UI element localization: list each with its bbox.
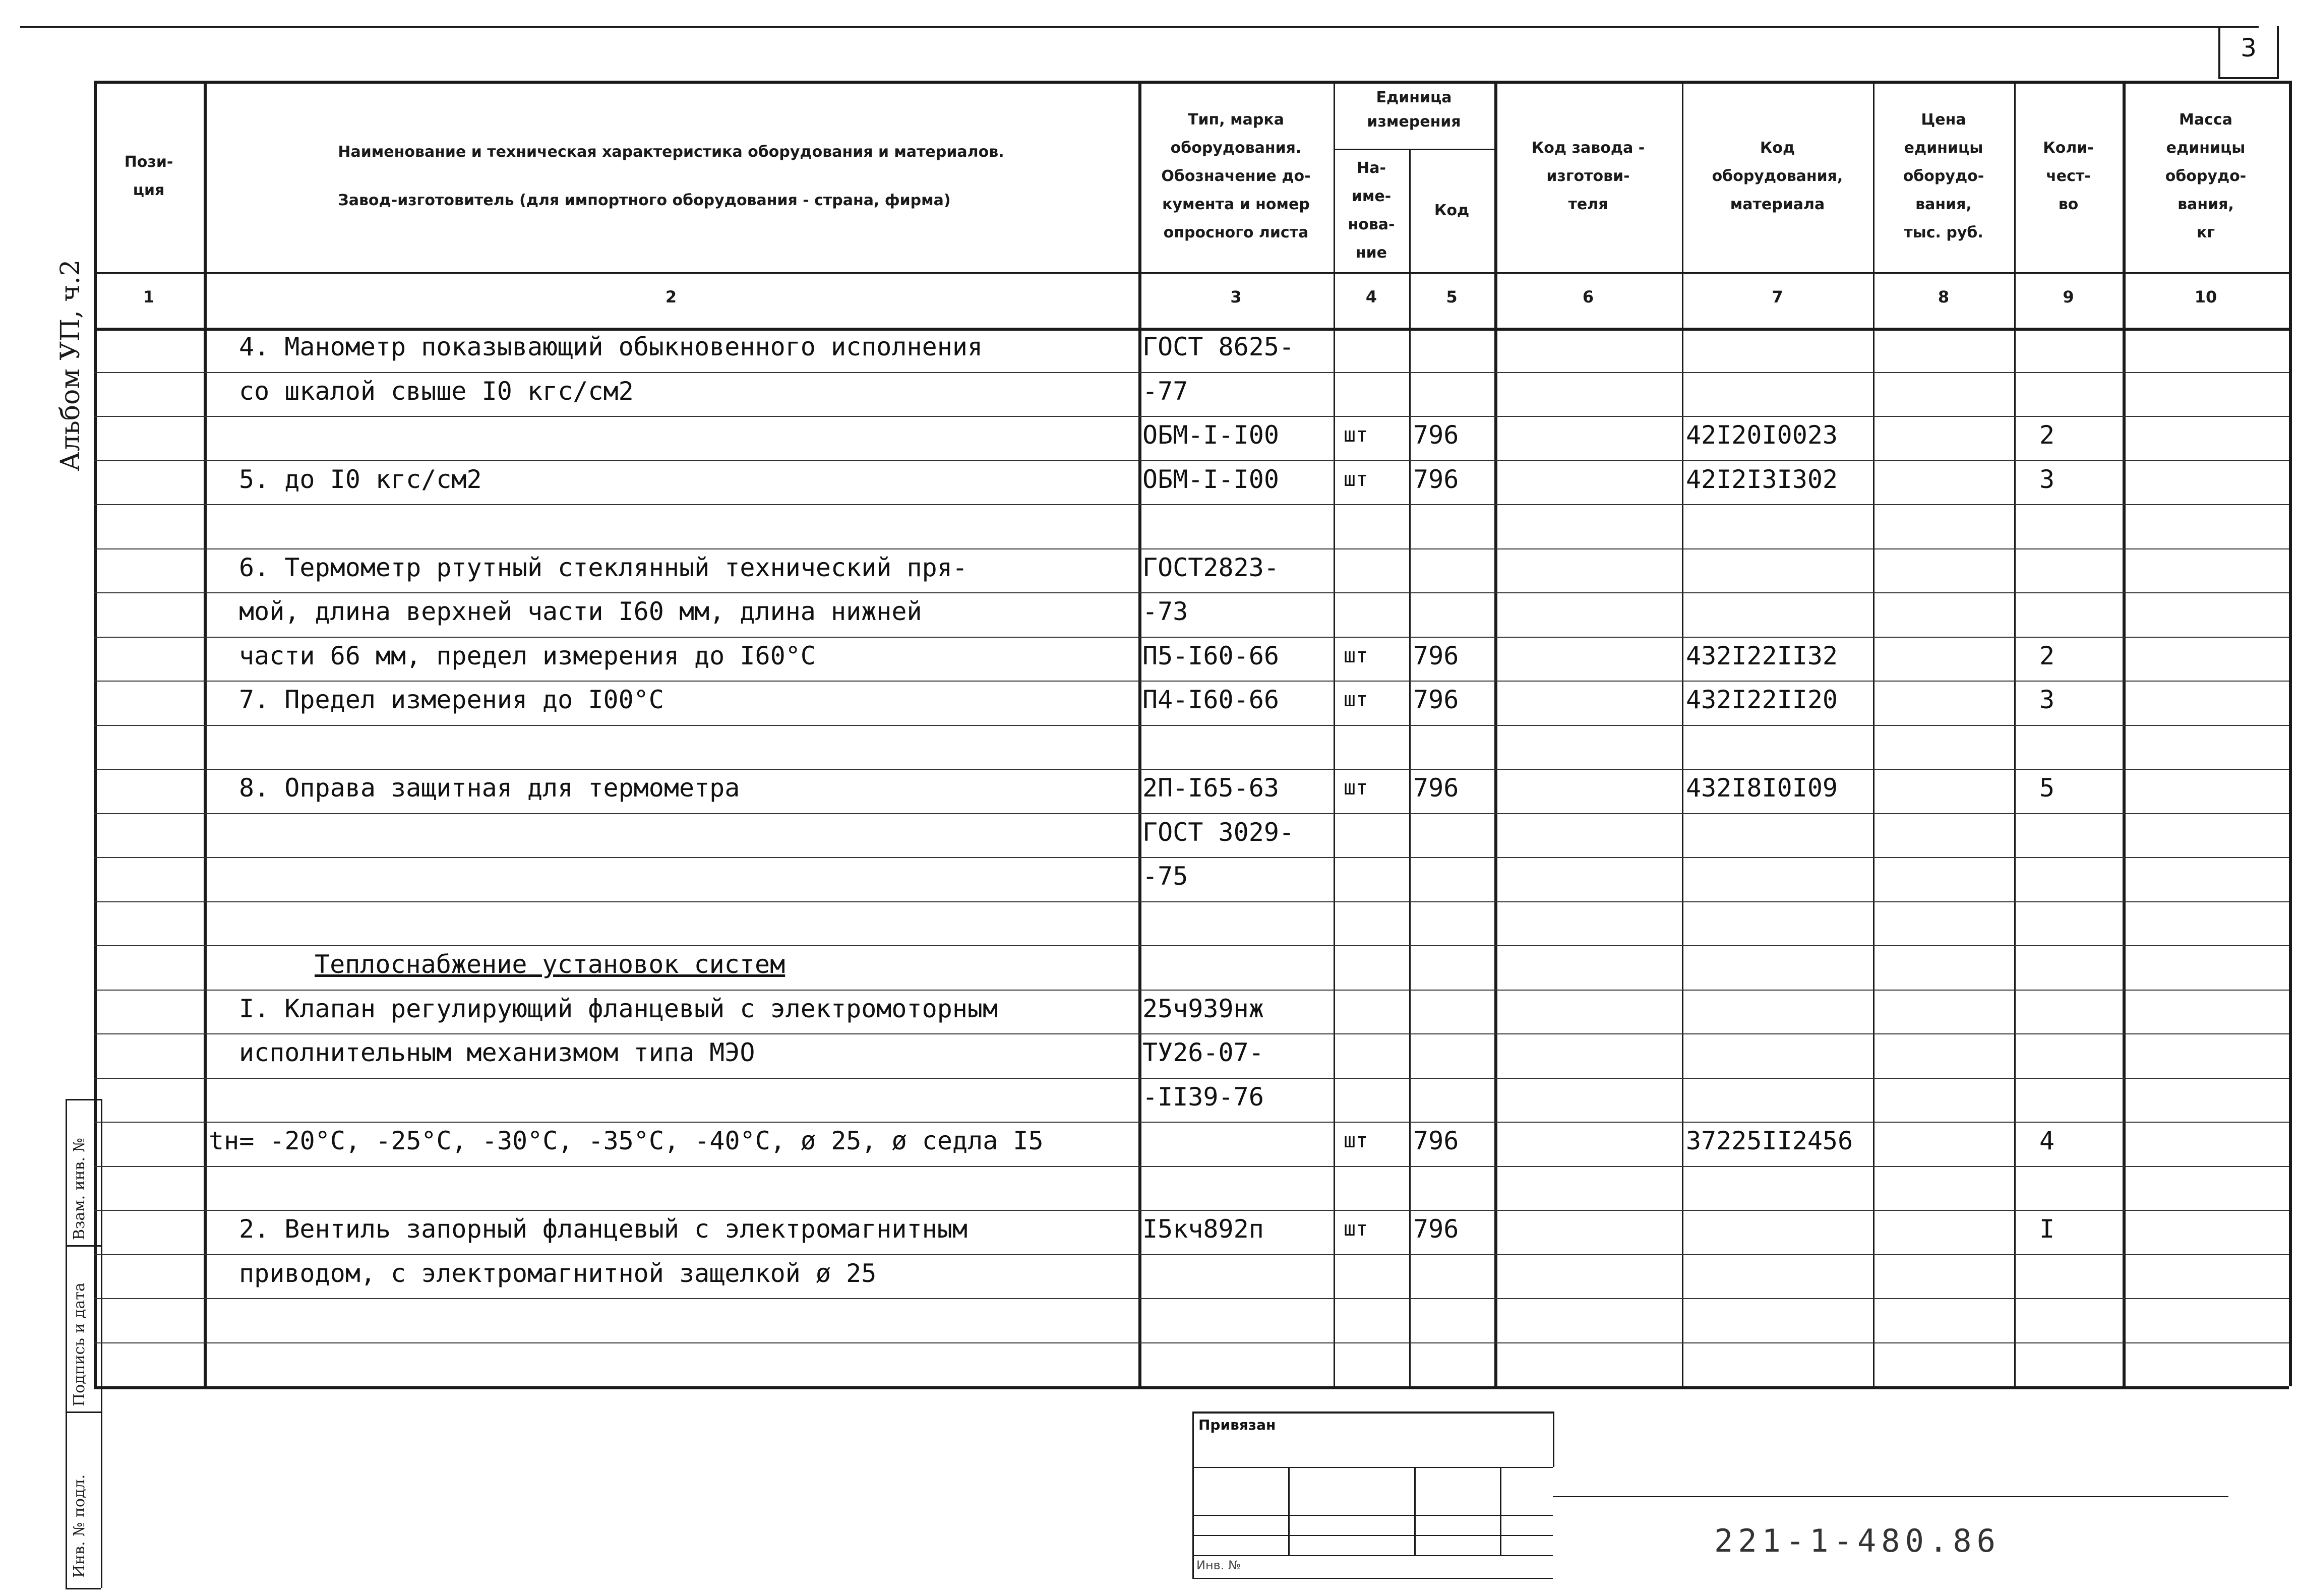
table-row-rule	[94, 1166, 2289, 1167]
item-equipment-code: 432I8I0I09	[1686, 773, 1838, 803]
item-unit-code: 796	[1413, 1214, 1459, 1244]
album-label: Альбом УП, ч.2	[55, 259, 86, 471]
item-type: ОБМ-I-I00	[1142, 464, 1279, 494]
stamp-privyazan: Привязан	[1198, 1417, 1276, 1433]
table-row-rule	[94, 769, 2289, 770]
table-row-rule	[94, 681, 2289, 682]
item-name: 8. Оправа защитная для термометра	[239, 773, 740, 803]
column-header-text: Тип, марка оборудования. Обозначение до- кумента и номер опросного листа	[1161, 111, 1311, 241]
table-column-rule	[2123, 81, 2126, 1386]
item-unit-code: 796	[1413, 1126, 1459, 1155]
table-column-rule	[1334, 81, 1335, 1386]
margin-rule	[66, 1588, 101, 1589]
item-equipment-code: 432I22II32	[1686, 641, 1838, 670]
table-row-rule	[94, 416, 2289, 417]
margin-label-inv-replace: Взам. инв. №	[71, 1137, 88, 1240]
item-unit: шт	[1344, 688, 1368, 711]
item-unit-code: 796	[1413, 773, 1459, 803]
item-quantity: 3	[2039, 464, 2055, 494]
sheet-number: 3	[2241, 33, 2257, 63]
table-row-rule	[94, 813, 2289, 814]
item-type: ТУ26-07-	[1142, 1038, 1264, 1067]
table-column-rule	[2014, 81, 2016, 1386]
item-quantity: I	[2039, 1214, 2055, 1244]
column-number-8: 8	[1938, 287, 1950, 306]
table-row-rule	[94, 372, 2289, 373]
item-type: I5кч892п	[1142, 1214, 1264, 1244]
column-header-8	[1873, 81, 2014, 272]
item-name: 5. до I0 кгс/см2	[239, 464, 482, 494]
item-type: 2П-I65-63	[1142, 773, 1279, 803]
item-name: приводом, с электромагнитной защелкой ø 25	[239, 1258, 877, 1288]
item-unit: шт	[1344, 1217, 1368, 1241]
table-column-rule	[1873, 81, 1874, 1386]
item-unit: шт	[1344, 1129, 1368, 1152]
item-name: Теплоснабжение установок систем	[315, 950, 785, 979]
unit-group-header: Единица измерения	[1367, 89, 1461, 131]
column-number-6: 6	[1582, 287, 1594, 306]
column-header-5	[1409, 149, 1494, 272]
item-unit-code: 796	[1413, 641, 1459, 670]
column-header-3	[1138, 81, 1334, 272]
table-row-rule	[94, 504, 2289, 505]
column-header-6	[1494, 81, 1682, 272]
table-row-rule	[94, 725, 2289, 726]
column-header-1	[94, 81, 204, 272]
column-header-text: Код завода - изготови- теля	[1531, 139, 1645, 213]
item-name: исполнительным механизмом типа МЭО	[239, 1038, 755, 1067]
stamp-rule	[1192, 1467, 1553, 1468]
item-equipment-code: 42I2I3I302	[1686, 464, 1838, 494]
column-header-text: Наименование и техническая характеристика оборудования и материалов. Завод-изготовитель (для импортного оборудования - страна, фирма)	[338, 143, 1004, 209]
item-name: со шкалой свыше I0 кгс/см2	[239, 376, 634, 406]
column-header-text: На- име- нова- ние	[1348, 159, 1395, 262]
item-quantity: 2	[2039, 420, 2055, 450]
stamp-rule	[1192, 1515, 1553, 1516]
column-header-text: Пози- ция	[124, 153, 173, 199]
item-type: ГОСТ2823-	[1142, 553, 1279, 582]
stamp-rule	[1500, 1467, 1501, 1555]
table-row-rule	[94, 1254, 2289, 1255]
table-row-rule	[94, 592, 2289, 593]
item-type: ГОСТ 3029-	[1142, 817, 1295, 847]
item-equipment-code: 432I22II20	[1686, 685, 1838, 714]
item-name: части 66 мм, предел измерения до I60°С	[239, 641, 816, 670]
item-unit: шт	[1344, 776, 1368, 800]
item-type: -75	[1142, 862, 1188, 891]
item-equipment-code: 37225II2456	[1686, 1126, 1853, 1155]
item-quantity: 3	[2039, 685, 2055, 714]
item-equipment-code: 42I20I0023	[1686, 420, 1838, 450]
table-column-rule	[1494, 81, 1497, 1386]
stamp-rule	[1192, 1535, 1553, 1536]
stamp-rule	[1288, 1467, 1290, 1555]
table-row-rule	[94, 1298, 2289, 1299]
column-header-text: Масса единицы оборудо- вания, кг	[2165, 111, 2247, 241]
stamp-rule	[1414, 1467, 1416, 1555]
table-column-rule	[2289, 81, 2292, 1386]
column-header-2	[204, 81, 1138, 272]
column-header-text: Коли- чест- во	[2043, 139, 2094, 213]
table-rule	[94, 1386, 2289, 1389]
item-name: мой, длина верхней части I60 мм, длина нижней	[239, 597, 922, 626]
item-name: 7. Предел измерения до I00°С	[239, 685, 664, 714]
table-row-rule	[94, 945, 2289, 946]
table-row-rule	[94, 857, 2289, 858]
item-unit-code: 796	[1413, 420, 1459, 450]
column-number-7: 7	[1772, 287, 1783, 306]
margin-rule	[66, 1099, 67, 1588]
item-name: 4. Манометр показывающий обыкновенного исполнения	[239, 332, 983, 361]
item-quantity: 4	[2039, 1126, 2055, 1155]
item-type: 25ч939нж	[1142, 994, 1264, 1023]
margin-rule	[101, 1099, 102, 1588]
table-column-rule	[1409, 149, 1411, 1386]
table-row-rule	[94, 1033, 2289, 1034]
document-code: 221-1-480.86	[1714, 1522, 2001, 1559]
margin-rule	[66, 1411, 101, 1413]
item-type: -77	[1142, 376, 1188, 406]
stamp-rule	[1553, 1411, 1554, 1467]
column-number-10: 10	[2194, 287, 2217, 306]
stamp-rule	[1553, 1496, 2228, 1497]
item-type: ГОСТ 8625-	[1142, 332, 1295, 361]
column-header-4	[1334, 149, 1409, 272]
column-header-9	[2014, 81, 2123, 272]
table-rule	[94, 272, 2289, 274]
item-type: П4-I60-66	[1142, 685, 1279, 714]
column-header-7	[1682, 81, 1873, 272]
item-type: ОБМ-I-I00	[1142, 420, 1279, 450]
item-unit: шт	[1344, 423, 1368, 447]
margin-label-inv-original: Инв. № подл.	[71, 1474, 88, 1578]
column-header-text: Код	[1434, 201, 1470, 219]
item-quantity: 2	[2039, 641, 2055, 670]
table-column-rule	[204, 81, 207, 1386]
table-row-rule	[94, 1210, 2289, 1211]
item-quantity: 5	[2039, 773, 2055, 803]
column-header-10	[2123, 81, 2289, 272]
stamp-rule	[1192, 1578, 1553, 1579]
stamp-inv-label: Инв. №	[1196, 1558, 1241, 1572]
item-type: -73	[1142, 597, 1188, 626]
table-row-rule	[94, 1342, 2289, 1343]
table-row-rule	[94, 637, 2289, 638]
stamp-rule	[1192, 1411, 1553, 1414]
item-name: 6. Термометр ртутный стеклянный технический пря-	[239, 553, 967, 582]
table-column-rule	[94, 81, 97, 1386]
table-row-rule	[94, 990, 2289, 991]
column-number-1: 1	[143, 287, 155, 306]
column-number-4: 4	[1365, 287, 1377, 306]
table-row-rule	[94, 1122, 2289, 1123]
item-unit-code: 796	[1413, 464, 1459, 494]
column-number-2: 2	[665, 287, 677, 306]
stamp-rule	[1192, 1411, 1194, 1578]
table-row-rule	[94, 548, 2289, 549]
table-row-rule	[94, 901, 2289, 902]
column-number-9: 9	[2063, 287, 2074, 306]
table-row-rule	[94, 460, 2289, 461]
item-name: 2. Вентиль запорный фланцевый с электромагнитным	[239, 1214, 967, 1244]
item-name: I. Клапан регулирующий фланцевый с электромоторным	[239, 994, 998, 1023]
table-column-rule	[1138, 81, 1141, 1386]
top-border	[20, 26, 2259, 28]
table-row-rule	[94, 1078, 2289, 1079]
item-type: -II39-76	[1142, 1082, 1264, 1112]
table-column-rule	[1682, 81, 1683, 1386]
item-name: tн= -20°С, -25°С, -30°С, -35°С, -40°С, ø 25, ø седла I5	[209, 1126, 1044, 1155]
item-unit: шт	[1344, 644, 1368, 667]
column-header-text: Цена единицы оборудо- вания, тыс. руб.	[1903, 111, 1984, 241]
item-unit: шт	[1344, 467, 1368, 491]
column-header-text: Код оборудования, материала	[1712, 139, 1843, 213]
table-rule	[94, 328, 2289, 331]
item-type: П5-I60-66	[1142, 641, 1279, 670]
column-number-5: 5	[1446, 287, 1458, 306]
column-number-3: 3	[1230, 287, 1242, 306]
margin-label-signature-date: Подпись и дата	[71, 1282, 88, 1406]
item-unit-code: 796	[1413, 685, 1459, 714]
stamp-rule	[1192, 1555, 1553, 1556]
